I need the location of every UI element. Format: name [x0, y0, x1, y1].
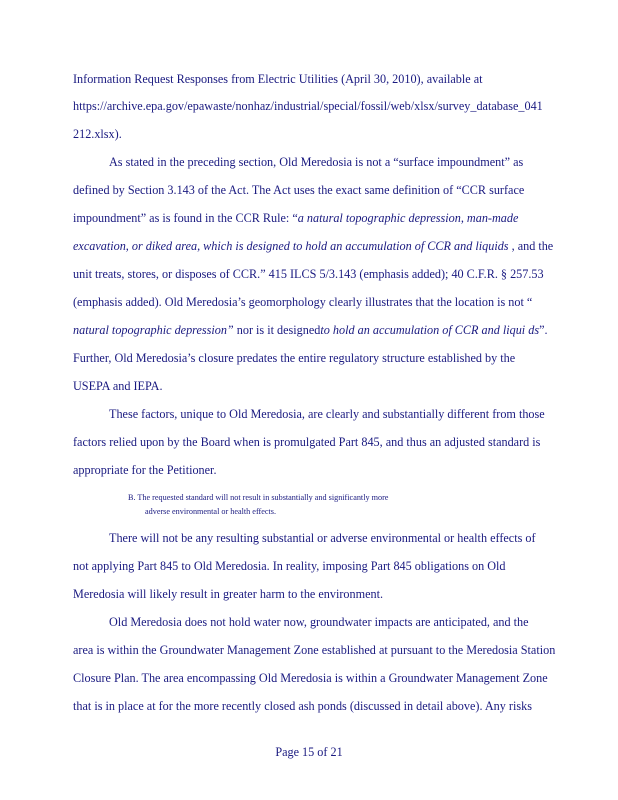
body-line: 212.xlsx).: [73, 127, 122, 141]
body-line: factors relied upon by the Board when is promulgated Part 845, and thus an adjusted standard is: [73, 435, 541, 449]
body-line: [73, 210, 518, 226]
body-line: [73, 322, 548, 338]
body-line-url: https://archive.epa.gov/epawaste/nonhaz/industrial/special/fossil/web/xlsx/survey_database_041: [73, 99, 543, 113]
body-line: unit treats, stores, or disposes of CCR.” 415 ILCS 5/3.143 (emphasis added); 40 C.F.R. § 257.53: [73, 267, 544, 281]
quoted-phrase: to hold an accumulation of CCR and liqui ds: [320, 323, 540, 337]
quoted-definition: excavation, or diked area, which is designed to hold an accumulation of CCR and liquids: [73, 239, 509, 253]
body-line: defined by Section 3.143 of the Act. The Act uses the exact same definition of “CCR surface: [73, 183, 525, 197]
body-text: ”.: [539, 323, 548, 337]
section-heading-line: adverse environmental or health effects.: [145, 507, 277, 516]
body-line: (emphasis added). Old Meredosia’s geomorphology clearly illustrates that the location is not “: [73, 295, 533, 309]
body-line: Further, Old Meredosia’s closure predates the entire regulatory structure established by the: [73, 351, 516, 365]
body-line: USEPA and IEPA.: [73, 379, 163, 393]
body-line: Old Meredosia does not hold water now, groundwater impacts are anticipated, and the: [109, 615, 529, 629]
body-line: [73, 238, 553, 254]
body-line: not applying Part 845 to Old Meredosia. In reality, imposing Part 845 obligations on Old: [73, 559, 506, 573]
section-heading: [128, 491, 540, 519]
body-text: impoundment” as is found in the CCR Rule: “: [73, 211, 298, 225]
body-line: These factors, unique to Old Meredosia, are clearly and substantially different from those: [109, 407, 545, 421]
page-number: Page 15 of 21: [275, 745, 343, 759]
body-text: nor is it designed: [233, 323, 321, 337]
body-line: Information Request Responses from Electric Utilities (April 30, 2010), available at: [73, 72, 483, 86]
quoted-phrase: natural topographic depression”: [73, 323, 234, 337]
body-line: Meredosia will likely result in greater harm to the environment.: [73, 587, 384, 601]
body-text: , and the: [508, 239, 554, 253]
body-line: that is in place at for the more recently closed ash ponds (discussed in detail above). Any risks: [73, 699, 532, 713]
quoted-definition: a natural topographic depression, man-made: [297, 211, 519, 225]
body-line: As stated in the preceding section, Old Meredosia is not a “surface impoundment” as: [109, 155, 524, 169]
section-heading-line: B. The requested standard will not result in substantially and significantly more: [128, 493, 389, 502]
body-line: appropriate for the Petitioner.: [73, 463, 217, 477]
body-line: There will not be any resulting substantial or adverse environmental or health effects of: [109, 531, 536, 545]
body-line: Closure Plan. The area encompassing Old Meredosia is within a Groundwater Management Zone: [73, 671, 548, 685]
body-line: area is within the Groundwater Management Zone established at pursuant to the Meredosia Station: [73, 643, 556, 657]
